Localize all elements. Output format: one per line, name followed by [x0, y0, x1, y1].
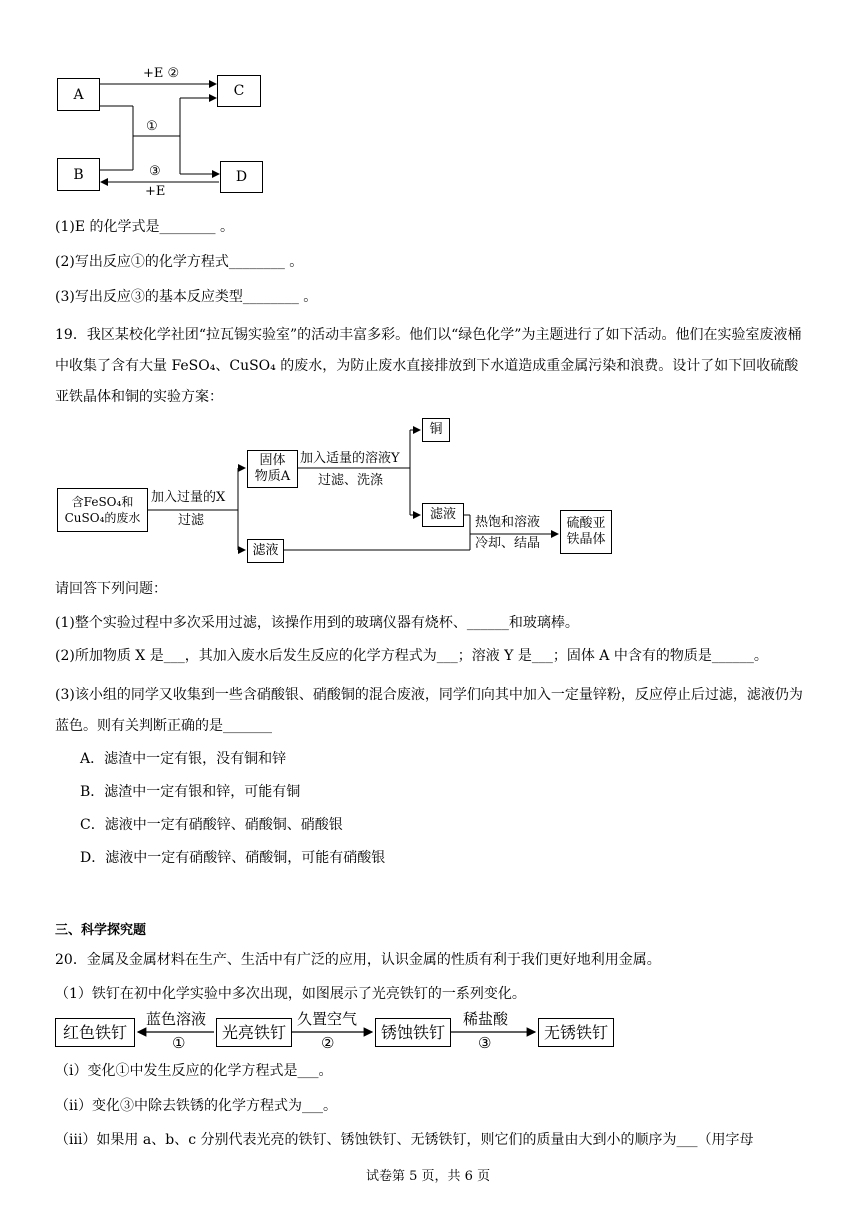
- box-shiny-nail: 光亮铁钉: [216, 1018, 292, 1047]
- box-red-nail: 红色铁钉: [55, 1018, 135, 1047]
- arrow2-label: 久置空气: [297, 1010, 358, 1028]
- arrow1-label: 蓝色溶液: [146, 1010, 207, 1028]
- wastewater-line2: CuSO₄的废水: [64, 511, 141, 525]
- q18-part1: (1)E 的化学式是________ 。: [55, 219, 234, 235]
- product-line2: 铁晶体: [566, 532, 606, 547]
- step2-label-top: 加入适量的溶液Y: [300, 451, 400, 466]
- box-filtrate-top: 滤液: [422, 503, 464, 527]
- solid-a-line1: 固体: [259, 453, 286, 468]
- box-c: C: [217, 75, 261, 107]
- arrow3-label: 稀盐酸: [463, 1010, 509, 1028]
- step1-label-bottom: 过滤: [178, 513, 205, 528]
- q20-intro: 20．金属及金属材料在生产、生活中有广泛的应用，认识金属的性质有利于我们更好地利用金属。: [55, 952, 661, 968]
- label-bottom-num: ③: [149, 164, 161, 179]
- box-filtrate-bottom: 滤液: [247, 539, 284, 563]
- q20-sub-ii: （ⅱ）变化③中除去铁锈的化学方程式为___。: [55, 1098, 337, 1114]
- q18-part3: (3)写出反应③的基本反应类型________ 。: [55, 289, 318, 305]
- step1-label-top: 加入过量的X: [151, 490, 226, 505]
- page-footer: 试卷第 5 页，共 6 页: [366, 1169, 491, 1184]
- q19-option-a: A．滤渣中一定有银，没有铜和锌: [80, 751, 287, 767]
- box-d: D: [220, 161, 263, 193]
- solid-a-line2: 物质A: [254, 469, 291, 484]
- q19-part2: (2)所加物质 X 是___，其加入废水后发生反应的化学方程式为___；溶液 Y 是___；固体 A 中含有的物质是______。: [55, 648, 768, 664]
- section-title: 三、科学探究题: [55, 923, 147, 938]
- arrow1-number: ①: [172, 1034, 186, 1052]
- q19-option-c: C．滤液中一定有硝酸锌、硝酸铜、硝酸银: [80, 817, 343, 833]
- box-a: A: [57, 78, 100, 111]
- q19-prompt: 请回答下列问题：: [55, 581, 167, 597]
- q19-part1: (1)整个实验过程中多次采用过滤，该操作用到的玻璃仪器有烧杯、______和玻璃棒。: [55, 615, 579, 631]
- q20-sub-iii: （ⅲ）如果用 a、b、c 分别代表光亮的铁钉、锈蚀铁钉、无锈铁钉，则它们的质量由大到小的顺序为___（用字母: [55, 1132, 754, 1148]
- label-bottom-e: +E: [145, 184, 166, 199]
- q19-option-b: B．滤渣中一定有银和锌，可能有铜: [80, 784, 301, 800]
- box-copper: 铜: [422, 418, 450, 442]
- box-rusted-nail: 锈蚀铁钉: [375, 1018, 451, 1047]
- q19-part3: (3)该小组的同学又收集到一些含硝酸银、硝酸铜的混合废液，同学们向其中加入一定量锌粉，反应停止后过滤，滤液仍为蓝色。则有关判断正确的是_______: [55, 687, 803, 734]
- product-line1: 硫酸亚: [566, 516, 606, 531]
- label-middle: ①: [146, 119, 158, 134]
- step3-label-bottom: 冷却、结晶: [475, 536, 541, 551]
- q20-part1: （1）铁钉在初中化学实验中多次出现，如图展示了光亮铁钉的一系列变化。: [55, 986, 526, 1002]
- box-rust-free-nail: 无锈铁钉: [538, 1018, 614, 1047]
- q18-part2: (2)写出反应①的化学方程式________ 。: [55, 254, 304, 270]
- q20-sub-i: （ⅰ）变化①中发生反应的化学方程式是___。: [55, 1063, 333, 1079]
- step3-label-top: 热饱和溶液: [475, 515, 541, 530]
- label-top: +E ②: [143, 66, 180, 81]
- wastewater-line1: 含FeSO₄和: [71, 495, 134, 509]
- arrow3-number: ③: [478, 1034, 492, 1052]
- q19-intro: 19．我区某校化学社团“拉瓦锡实验室”的活动丰富多彩。他们以“绿色化学”为主题进行了如下活动。他们在实验室废液桶中收集了含有大量 FeSO₄、CuSO₄ 的废水，为防止废水直接排放到下水道造成重金属污染和浪费。设计了如下回收硫酸亚铁晶体和铜的实验方案：: [55, 327, 802, 405]
- q19-option-d: D．滤液中一定有硝酸锌、硝酸铜，可能有硝酸银: [80, 850, 386, 866]
- step2-label-bottom: 过滤、洗涤: [318, 473, 384, 488]
- box-b: B: [57, 158, 100, 191]
- arrow2-number: ②: [321, 1034, 335, 1052]
